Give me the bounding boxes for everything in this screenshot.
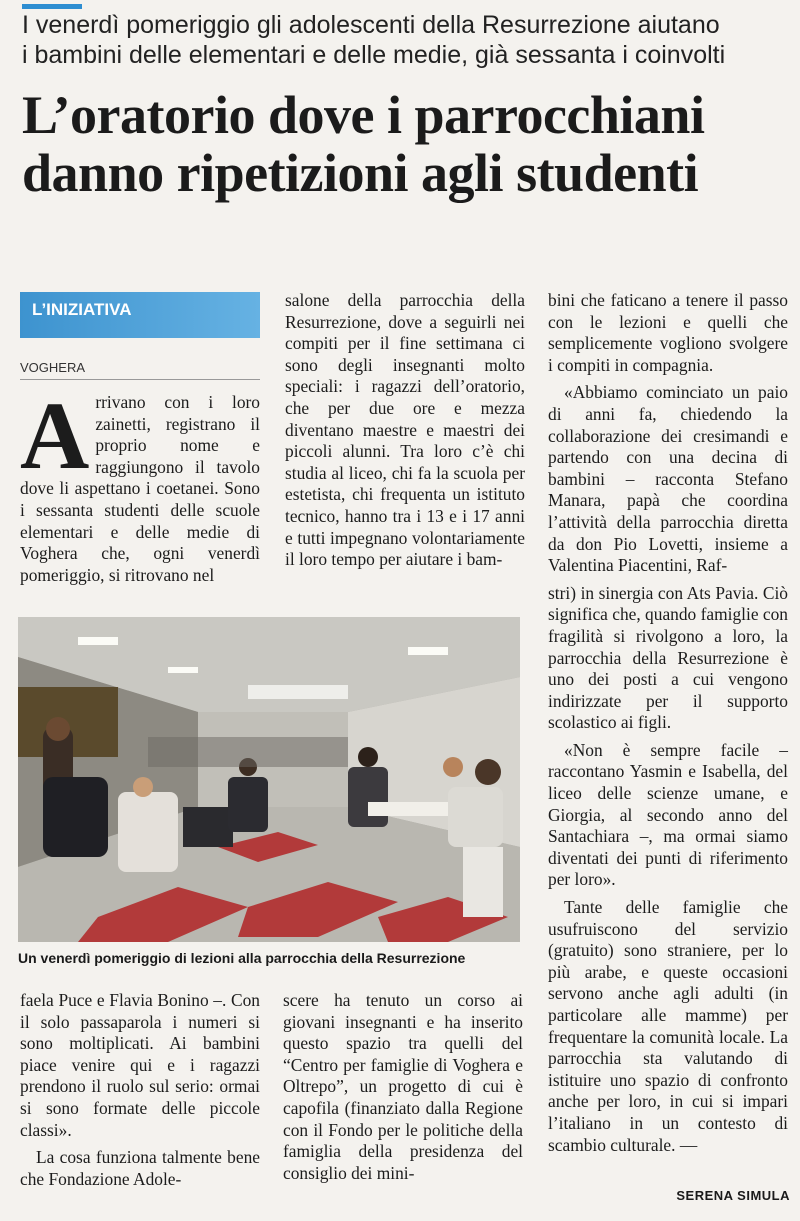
- article-paragraph: La cosa funziona talmente bene che Fondazione Adole-: [20, 1147, 260, 1189]
- article-column-2: [285, 290, 525, 577]
- top-accent-rule: [22, 4, 82, 9]
- dateline-place: VOGHERA: [20, 360, 260, 380]
- article-paragraph: stri) in sinergia con Ats Pavia. Ciò significa che, quando famiglie con fragilità si rivolgono a loro, la parrocchia della Resurrezione è uno dei posti a cui vengono indirizzate per il supporto scolastico ai figli.: [548, 582, 789, 733]
- article-paragraph: salone della parrocchia della Resurrezione, dove a seguirli nei compiti per il fine settimana ci sono degli insegnanti molto speciali: i ragazzi dell’oratorio, che per due ore e mezza diventano maestre e maestri dei piccoli alunni. Tra loro c’è chi studia al liceo, chi fa la scuola per estetista, chi frequenta un istituto tecnico, hanno tra i 13 e i 17 anni e tutti impegnano volontariamente il loro tempo per aiutare i bam-: [285, 290, 525, 570]
- article-column-1: [20, 382, 260, 592]
- headline: [22, 86, 792, 202]
- article-paragraph: faela Puce e Flavia Bonino –. Con il solo passaparola i numeri si sono moltiplicati. Ai bambini piace venire qui e i ragazzi prendono il ruolo sul serio: ormai si sono formate delle piccole classi».: [20, 990, 260, 1140]
- article-paragraph: «Abbiamo cominciato un paio di anni fa, chiedendo la collaborazione dei cresimandi e partendo con una decina di bambini – racconta Stefano Manara, papà che coordina l’attività della parrocchia diretta da don Pio Lovetti, insieme a Valentina Piacentini, Raf-: [548, 382, 788, 576]
- headline-line-1: L’oratorio dove i parrocchiani: [22, 85, 705, 145]
- article-column-4: [20, 990, 260, 1196]
- kicker-line-1: I venerdì pomeriggio gli adolescenti della Resurrezione aiutano: [22, 11, 720, 39]
- article-paragraph: «Non è sempre facile – raccontano Yasmin e Isabella, del liceo delle scienze umane, e Giorgia, al secondo anno del Santachiara –, ma ormai siamo diventati dei punti di riferimento per loro».: [548, 739, 788, 890]
- classroom-photo-illustration: [18, 617, 520, 942]
- article-column-5: [283, 990, 523, 1190]
- photo-caption: Un venerdì pomeriggio di lezioni alla parrocchia della Resurrezione: [18, 950, 466, 966]
- section-badge: L’INIZIATIVA: [20, 292, 260, 338]
- drop-cap: A: [20, 382, 90, 489]
- article-paragraph: Tante delle famiglie che usufruiscono del servizio (gratuito) sono straniere, per lo più arabe, e queste occasioni servono anche agli adulti (in particolare alle mamme) per frequentare la comunità locale. La parrocchia sta valutando di istituire uno spazio di confronto anche per loro, in cui si impari l’italiano in un contesto di scambio culturale. —: [548, 897, 788, 1155]
- article-paragraph: scere ha tenuto un corso ai giovani insegnanti e ha inserito questo spazio tra quelli del “Centro per famiglie di Voghera e Oltrepo”, un progetto di cui è capofila (finanziato dalla Regione con il Fondo per le politiche della famiglia della presidenza del consiglio dei mini-: [283, 990, 523, 1183]
- article-column-3: [548, 290, 788, 1162]
- author-byline: SERENA SIMULA: [676, 1188, 790, 1203]
- kicker: [22, 10, 782, 70]
- article-paragraph: rrivano con i loro zainetti, registrano il proprio nome e raggiungono il tavolo dove li aspettano i coetanei. Sono i sessanta studenti delle scuole elementari e delle medie di Voghera che, ogni venerdì pomeriggio, si ritrovano nel: [20, 392, 260, 585]
- article-photo: [18, 617, 520, 942]
- headline-line-2: danno ripetizioni agli studenti: [22, 143, 699, 203]
- article-paragraph: bini che faticano a tenere il passo con le lezioni e quelli che semplicemente vogliono svolgere i compiti in compagnia.: [548, 290, 788, 375]
- kicker-line-2: i bambini delle elementari e delle medie, già sessanta i coinvolti: [22, 41, 726, 69]
